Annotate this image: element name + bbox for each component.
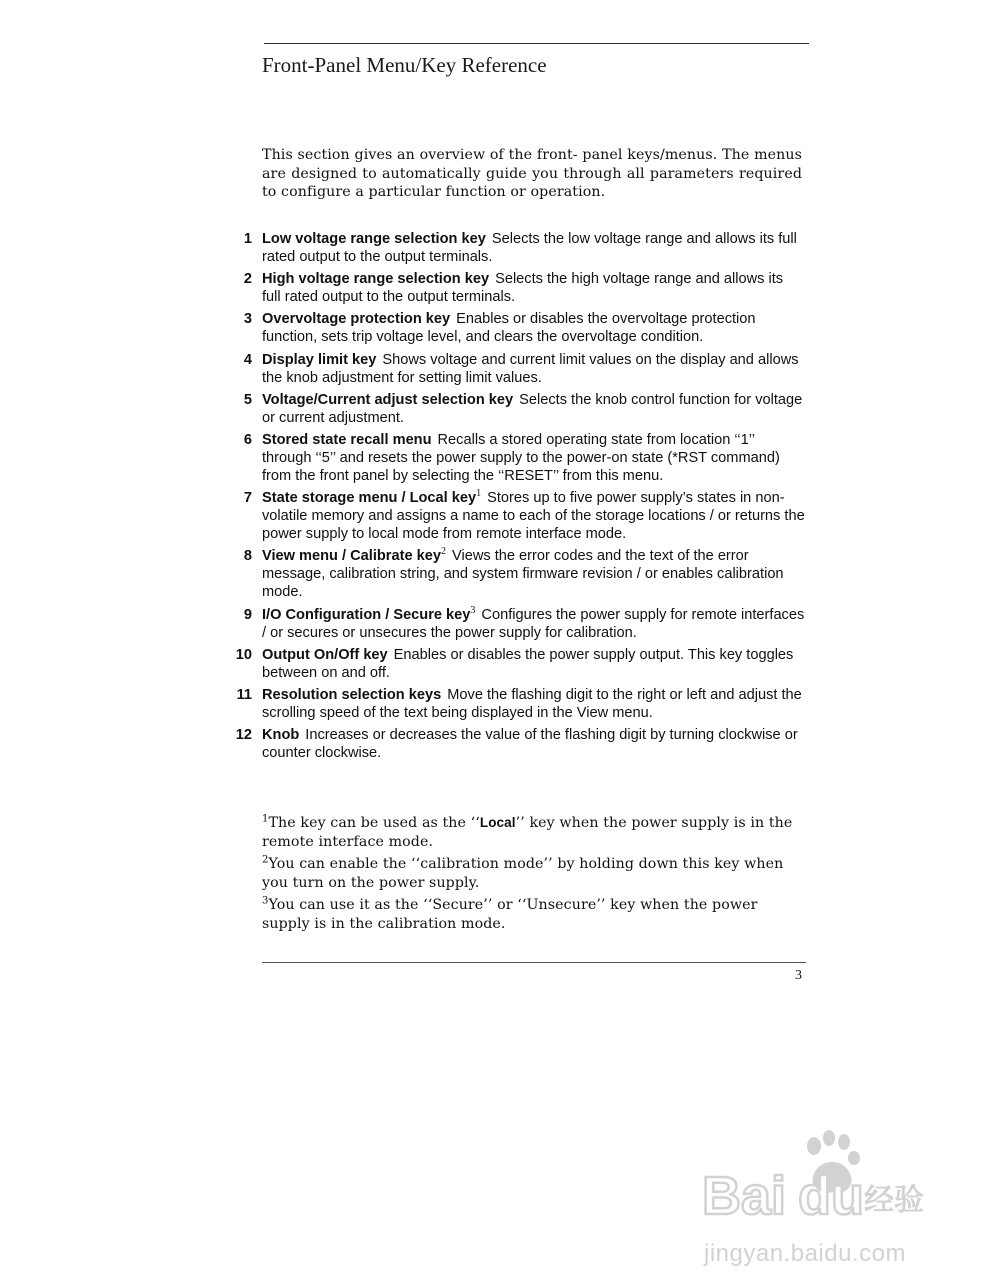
footnote-number: 1: [262, 813, 269, 825]
watermark: [702, 1130, 932, 1270]
svg-text:经验: 经验: [864, 1183, 924, 1218]
list-item: [225, 431, 805, 485]
item-body: [262, 391, 805, 427]
item-body: [262, 547, 805, 601]
key-list: [225, 230, 805, 766]
item-body: [262, 310, 805, 346]
item-number: 4: [243, 351, 252, 368]
item-body: [262, 489, 805, 543]
svg-text:Bai: Bai: [702, 1166, 787, 1226]
footnote-key-name: Local: [479, 815, 516, 830]
key-name: Knob: [262, 727, 300, 744]
key-description: Recalls a stored operating state from location ‘‘1’’ through ‘‘5’’ and resets the power supply to the power-on state (*RST command) from the front panel by selecting the ‘‘RESET’’ from this menu.: [262, 431, 780, 484]
top-rule: [264, 43, 809, 44]
key-name: View menu / Calibrate key: [262, 548, 441, 565]
item-number: 8: [243, 548, 252, 565]
item-number: 5: [243, 391, 252, 408]
footnote-mark: 3: [470, 604, 476, 616]
footnotes: [262, 814, 802, 937]
list-item: [225, 230, 805, 266]
footnote-text: The key can be used as the ‘‘: [268, 815, 480, 831]
key-description: Selects the low voltage range and allows its full rated output to the output terminals.: [262, 231, 797, 265]
key-name: I/O Configuration / Secure key: [262, 606, 471, 623]
key-description: Shows voltage and current limit values on the display and allows the knob adjustment for setting limit values.: [262, 351, 799, 386]
list-item: [225, 270, 805, 306]
key-description: Selects the knob control function for voltage or current adjustment.: [262, 391, 803, 426]
bottom-rule: [262, 962, 806, 963]
footnote: [262, 896, 802, 933]
item-number: 11: [236, 686, 252, 703]
key-description: Increases or decreases the value of the flashing digit by turning clockwise or counter clockwise.: [262, 727, 798, 762]
footnote-mark: 1: [476, 488, 482, 500]
item-number: 1: [243, 231, 252, 247]
item-body: [262, 606, 805, 642]
key-name: Low voltage range selection key: [262, 231, 486, 247]
key-name: Output On/Off key: [262, 646, 388, 663]
key-name: Display limit key: [262, 351, 377, 368]
item-body: [262, 686, 805, 722]
item-number: 6: [243, 431, 252, 448]
page-title: Front-Panel Menu/Key Reference: [262, 53, 547, 77]
key-description: Enables or disables the power supply output. This key toggles between on and off.: [262, 646, 794, 681]
key-name: Overvoltage protection key: [262, 311, 451, 328]
item-body: [262, 270, 805, 306]
list-item: [225, 686, 805, 722]
item-body: [262, 431, 805, 485]
footnote: [262, 855, 802, 892]
item-number: 9: [243, 606, 252, 623]
item-body: [262, 726, 805, 762]
footnote-number: 3: [262, 895, 269, 907]
list-item: [225, 646, 805, 682]
key-description: Selects the high voltage range and allows its full rated output to the output terminals.: [262, 271, 784, 306]
list-item: [225, 351, 805, 387]
list-item: [225, 726, 805, 762]
item-number: 3: [243, 311, 252, 328]
page-number: 3: [795, 968, 802, 983]
key-description: Views the error codes and the text of the error message, calibration string, and system firmware revision / or enables calibration mode.: [262, 548, 784, 601]
list-item: [225, 391, 805, 427]
key-name: State storage menu / Local key: [262, 490, 477, 507]
intro-paragraph: This section gives an overview of the front- panel keys/menus. The menus are designed to automatically guide you through all parameters required to configure a particular function or operation.: [262, 147, 802, 200]
footnote-text-end: ’’ key when the power supply is in the remote interface mode.: [262, 815, 793, 850]
key-name: High voltage range selection key: [262, 271, 490, 288]
list-item: [225, 547, 805, 601]
footnote-mark: 2: [441, 546, 446, 558]
item-body: [262, 646, 805, 682]
key-name: Stored state recall menu: [262, 431, 432, 448]
footnote-number: 2: [262, 854, 269, 866]
key-description: Enables or disables the overvoltage protection function, sets trip voltage level, and clears the overvoltage condition.: [262, 311, 756, 346]
item-body: [262, 230, 805, 266]
watermark-url: jingyan.baidu.com: [704, 1240, 906, 1267]
item-body: [262, 351, 805, 387]
footnote-text: You can use it as the ‘‘Secure’’ or ‘‘Unsecure’’ key when the power supply is in the calibration mode.: [262, 897, 758, 932]
key-name: Voltage/Current adjust selection key: [262, 391, 514, 408]
list-item: [225, 606, 805, 642]
item-number: 2: [243, 271, 252, 288]
list-item: [225, 310, 805, 346]
svg-text:du: du: [798, 1166, 864, 1226]
key-description: Stores up to five power supply’s states in non-volatile memory and assigns a name to each of the storage locations / or returns the power supply to local mode from remote interface mode.: [262, 490, 805, 543]
key-name: Resolution selection keys: [262, 686, 442, 703]
footnote-text: You can enable the ‘‘calibration mode’’ by holding down this key when you turn on the power supply.: [262, 856, 784, 891]
key-description: Move the flashing digit to the right or left and adjust the scrolling speed of the text being displayed in the View menu.: [262, 686, 802, 721]
item-number: 10: [235, 646, 252, 663]
item-number: 7: [243, 490, 252, 507]
baidu-paw-logo-icon: [702, 1130, 932, 1240]
key-description: Configures the power supply for remote interfaces / or secures or unsecures the power supply for calibration.: [262, 606, 805, 641]
footnote: [262, 814, 802, 851]
item-number: 12: [235, 727, 252, 744]
list-item: [225, 489, 805, 543]
